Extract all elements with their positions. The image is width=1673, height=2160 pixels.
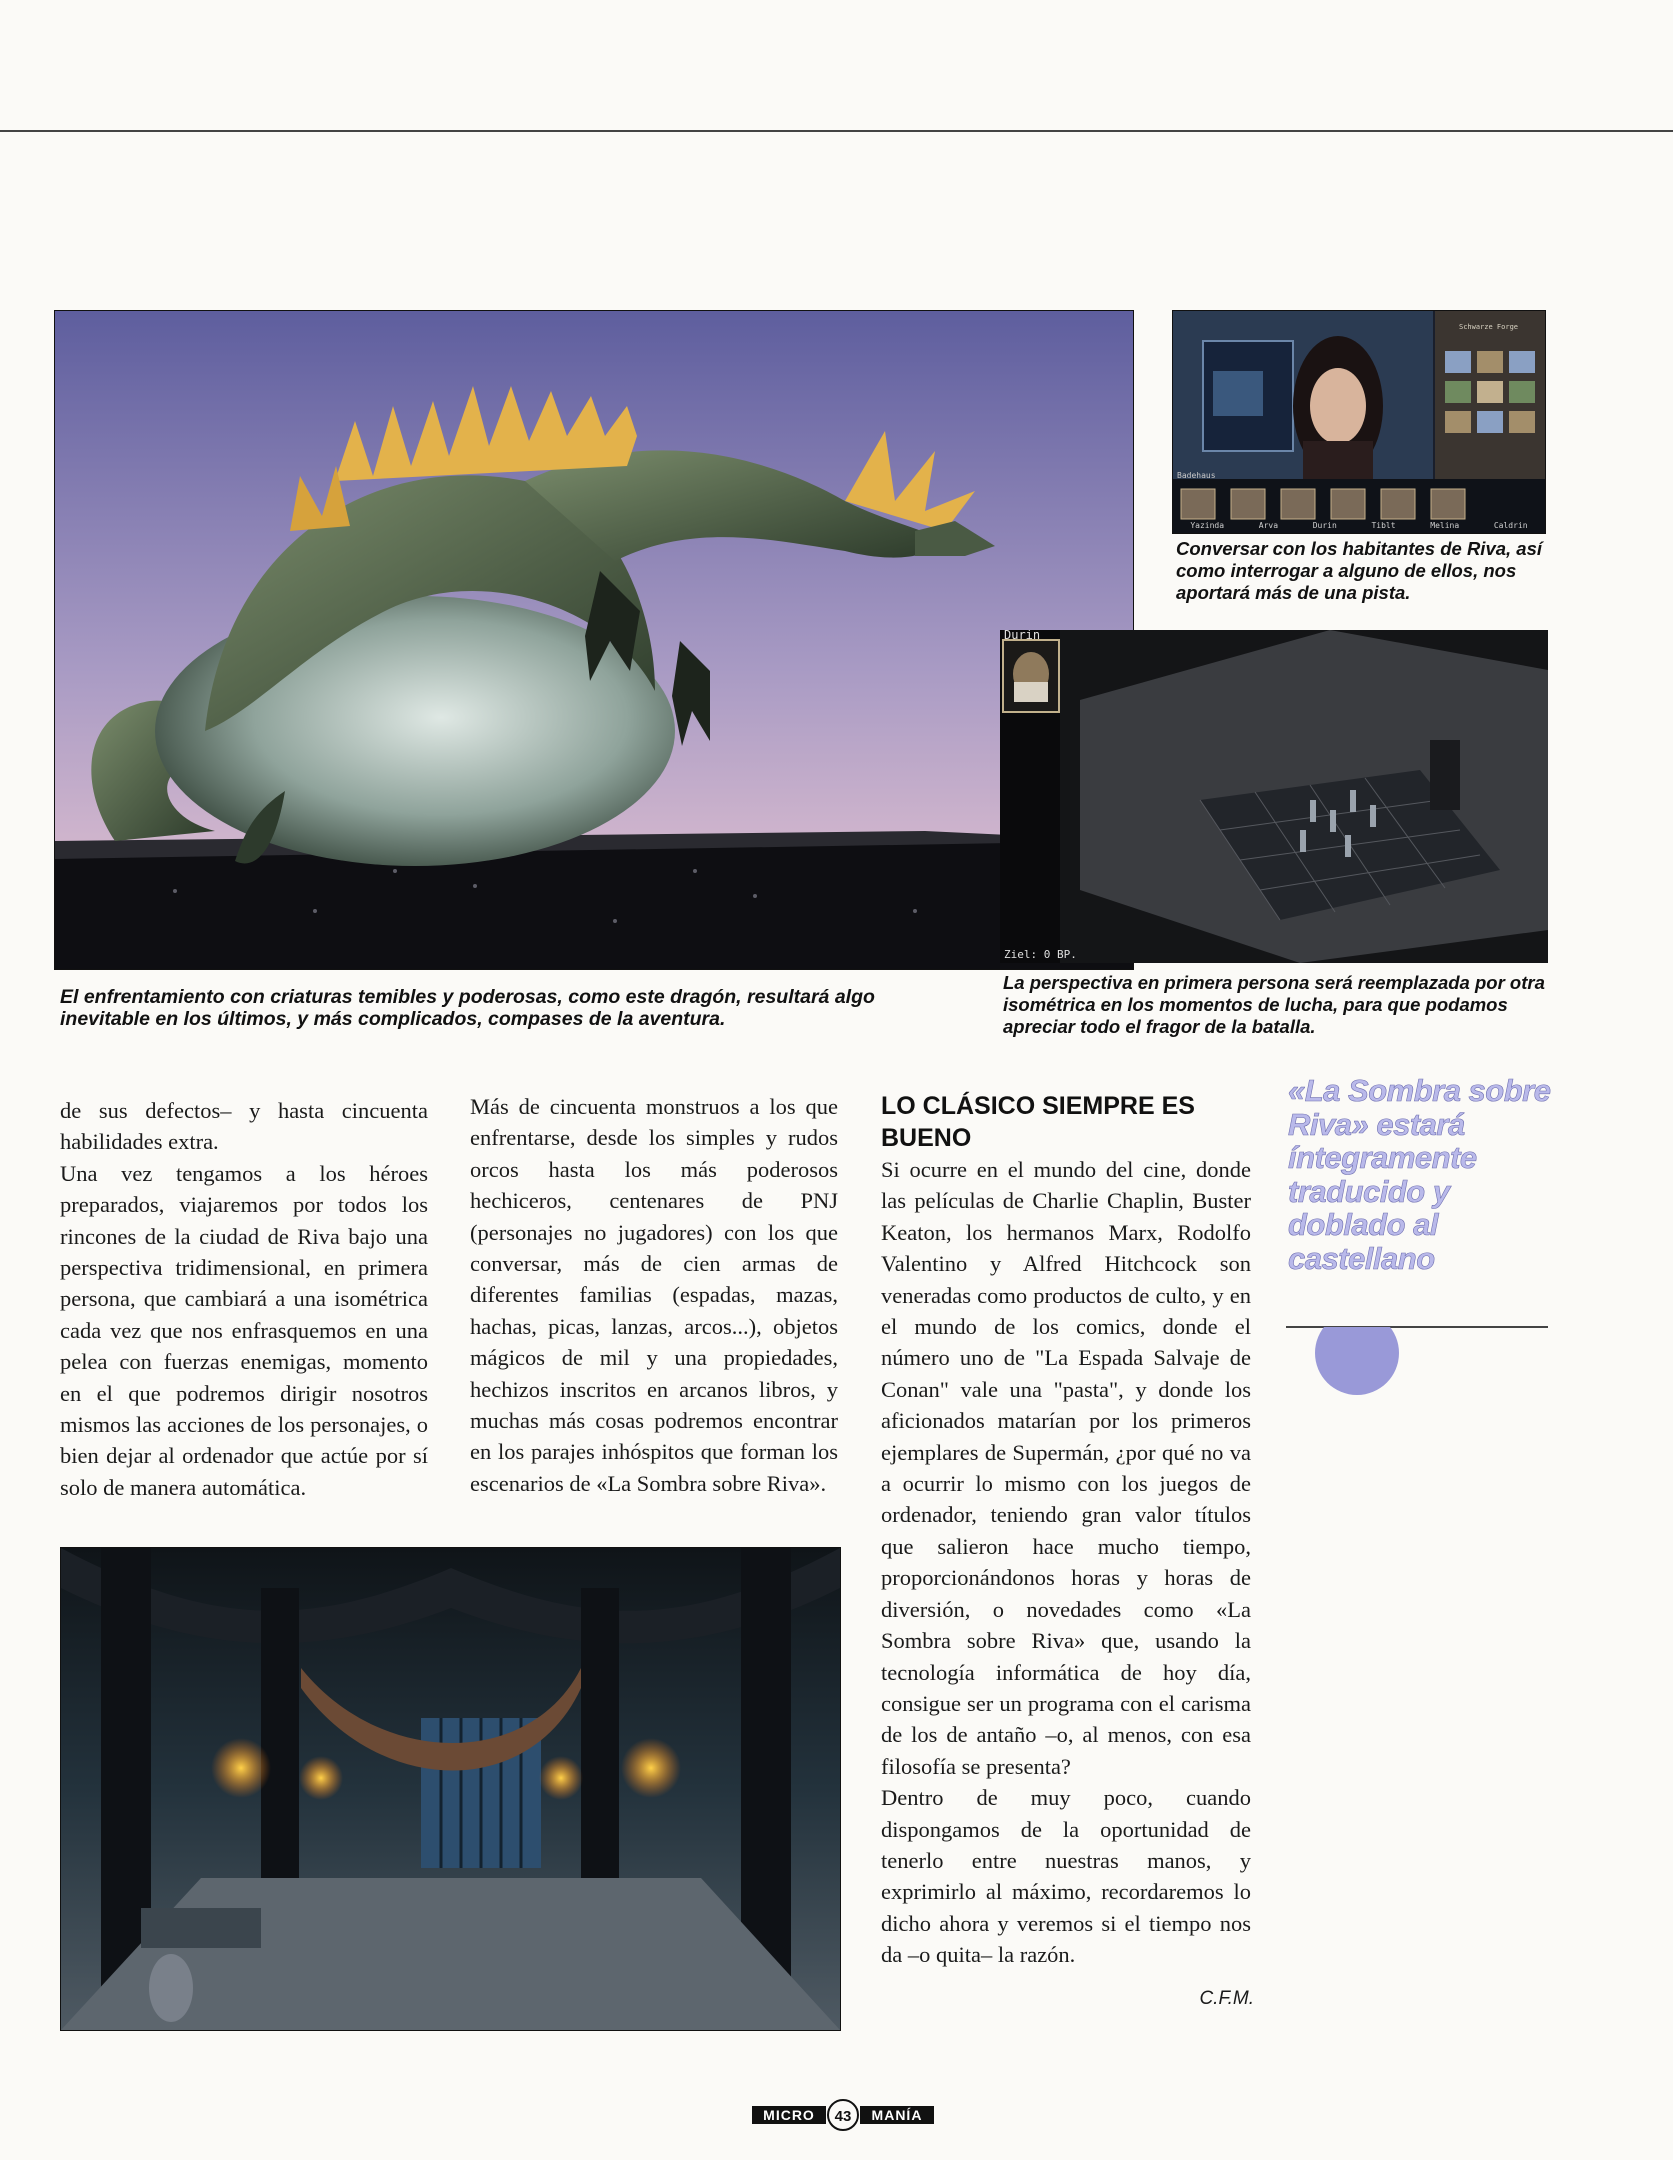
paragraph: Más de cincuenta monstruos a los que enfrentarse, desde los simples y rudos orcos hasta los más poderosos hechiceros, centenares de PNJ (personajes no jugadores) con los que conversar, más de cien armas de diferentes familias (espadas, mazas, hachas, picas, lanzas, arcos...), objetos mágicos de mil y una propiedades, hechizos inscritos en arcanos libros, y muchas más cosas podremos encontrar en los parajes inhóspitos que forman los escenarios de «La Sombra sobre Riva».: [470, 1094, 838, 1496]
logo-right-text: MANÍA: [871, 2107, 923, 2123]
combat-caption: La perspectiva en primera persona será reemplazada por otra isométrica en los momentos de lucha, para que podamos apreciar todo el fragor de la batalla.: [1003, 972, 1545, 1037]
party-member-name[interactable]: Caldrin: [1493, 521, 1528, 530]
pull-quote: «La Sombra sobre Riva» estará íntegramente traducido y doblado al castellano: [1288, 1073, 1551, 1276]
dragon-image: [54, 310, 1134, 970]
location-label: Badehaus: [1177, 471, 1216, 480]
conversation-screenshot: [1172, 310, 1546, 534]
party-roster: [1173, 521, 1545, 533]
decorative-dot: [1314, 1310, 1400, 1396]
party-member-name[interactable]: Yazinda: [1190, 521, 1225, 530]
conversation-caption: Conversar con los habitantes de Riva, así como interrogar a alguno de ellos, nos aportará más de una pista.: [1176, 538, 1543, 603]
author-signature: C.F.M.: [1199, 1988, 1254, 2009]
character-label: Durin: [1004, 630, 1041, 642]
paragraph: Si ocurre en el mundo del cine, donde las películas de Charlie Chaplin, Buster Keaton, los hermanos Marx, Rodolfo Valentino y Alfred Hitchcock son veneradas como productos de culto, y en el mundo de los comics, donde el número uno de "La Espada Salvaje de Conan" vale una "pasta", y donde los aficionados matarían por los primeros ejemplares de Supermán, ¿por qué no va a ocurrir lo mismo con los juegos de ordenador, teniendo gran valor títulos que salieron hace mucho tiempo, proporcionándonos horas y horas de diversión, o novedades como «La Sombra sobre Riva» que, usando la tecnología informática de hoy día, consigue ser un programa con el carisma de los de antaño –o, al menos, con esa filosofía se presenta?: [881, 1157, 1251, 1779]
section-heading: LO CLÁSICO SIEMPRE ES BUENO: [881, 1092, 1195, 1152]
party-member-name[interactable]: Melina: [1430, 521, 1460, 530]
combat-screenshot: [1000, 630, 1548, 963]
party-member-name[interactable]: Arva: [1258, 521, 1279, 530]
shop-sign-label: Schwarze Forge: [1459, 323, 1519, 331]
party-member-name[interactable]: Durin: [1312, 521, 1337, 530]
paragraph: Una vez tengamos a los héroes preparados, viajaremos por todos los rincones de la ciudad de Riva bajo una perspectiva tridimensional, en primera persona, que cambiará a una isométrica cada vez que nos enfrasquemos en una pelea con fuerzas enemigas, momento en el que podremos dirigir nosotros mismos las acciones de los personajes, o bien dejar al ordenador que actúe por sí solo de manera automática.: [60, 1160, 428, 1500]
page-number: 43: [834, 2108, 852, 2125]
hall-image: [60, 1547, 841, 2031]
top-rule: [0, 130, 1673, 132]
magazine-logo: [748, 2098, 938, 2132]
article-column-3: [881, 1154, 1251, 1971]
article-column-1: [60, 1095, 428, 1503]
article-column-2: [470, 1091, 838, 1499]
dragon-caption: El enfrentamiento con criaturas temibles y poderosas, como este dragón, resultará algo inevitable en los últimos, y más complicados, compases de la aventura.: [60, 986, 875, 1030]
logo-left-text: MICRO: [763, 2107, 815, 2123]
party-member-name[interactable]: Tiblt: [1371, 521, 1396, 530]
combat-status: Ziel: 0 BP.: [1004, 948, 1077, 961]
paragraph: Dentro de muy poco, cuando dispongamos de la oportunidad de tenerlo entre nuestras manos, y exprimirlo al máximo, recordaremos lo dicho ahora y veremos si el tiempo nos da –o quita– la razón.: [881, 1785, 1251, 1968]
paragraph: de sus defectos– y hasta cincuenta habilidades extra.: [60, 1098, 428, 1155]
